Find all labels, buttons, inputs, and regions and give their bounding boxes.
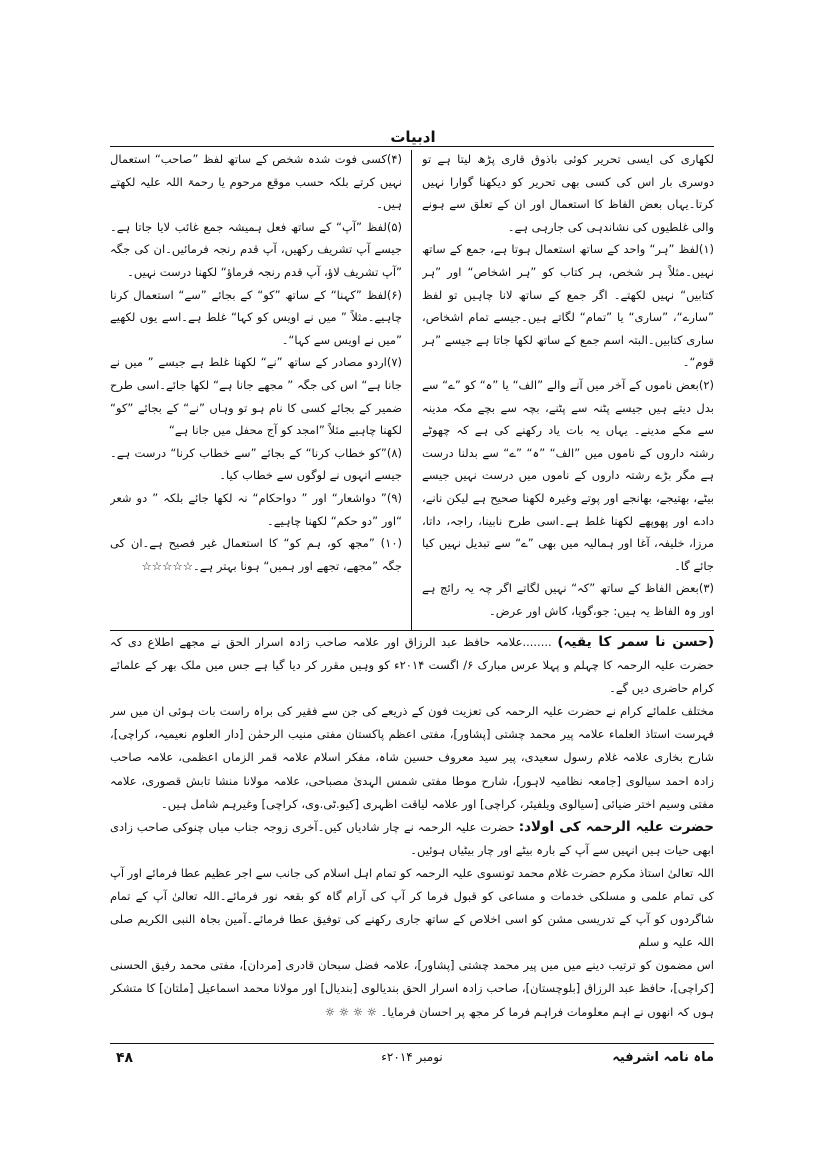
paragraph: مختلف علمائے کرام نے حضرت علیہ الرحمہ کی تعزیت فون کے ذریعے کی جن سے فقیر کی براہ راست بات ہوئی ان میں سر فہرست استاذ العلماء علامہ پیر محمد چشتی [پشاور]، مفتی اعظم پاکستان مفتی منیب الرحمٰن [دار العلوم نعیمیہ، کراچی]، شارح بخاری علامہ غلام رسول سعیدی، پیر سید معروف حسین شاہ، مفکر اسلام علامہ قمر الزماں اعظمی، علامہ صاحب زادہ احمد سیالوی [جامعہ نظامیہ لاہور]، شارح موطا مفتی شمس الہدیٰ مصباحی، علامہ مولانا منشا تابش قصوری، علامہ مفتی وسیم اختر ضیائی [سیالوی ویلفیئر، کراچی] اور علامہ لیاقت اظہری [کیو.ٹی.وی، کراچی] وغیرہم شامل ہیں۔	[110, 704, 714, 811]
page-title: ادبیات	[390, 128, 436, 146]
paragraph: (۱۰) ”مجھ کو، ہم کو“ کا استعمال غیر فصیح ہے۔ان کی جگہ ”مجھے، تجھے اور ہمیں“ ہونا بہتر ہے۔☆☆☆☆☆	[110, 536, 402, 573]
column-divider	[411, 150, 412, 630]
header-rule	[110, 146, 714, 147]
section-heading: (حسن نا سمر کا یقیہ)	[557, 634, 714, 650]
two-column-body	[110, 148, 714, 630]
paragraph: اللہ تعالیٰ استاذ مکرم حضرت غلام محمد تونسوی علیہ الرحمہ کو تمام اہل اسلام کی جانب سے اجر عظیم عطا فرمائے اور آپ کی تمام علمی و مسلکی خدمات و مساعی کو قبول فرما کر آپ کی آرام گاہ کو بقعہ نور فرمائے۔اللہ تعالیٰ آپ کے تمام شاگردوں کو آپ کے تدریسی مشن کو اسی اخلاص کے ساتھ جاری رکھنے کی توفیق عطا فرمائے۔آمین بجاہ النبی الکریم صلی اللہ علیہ و سلم	[110, 865, 714, 950]
paragraph: (۳)بعض الفاظ کے ساتھ ”کہ“ نہیں لگاتے اگر چہ یہ رائج ہے اور وہ الفاظ یہ ہیں: جو،گویا، کاش اور عرض۔	[422, 581, 714, 618]
paragraph: (۶)لفظ ”کہنا“ کے ساتھ ”کو“ کے بجائے ”سے“ استعمال کرنا چاہیے۔مثلاً ” میں نے اویس کو کہا“ غلط ہے۔اسے یوں لکھیے ”میں نے اویس سے کہا“۔	[110, 287, 402, 347]
paragraph-text: حضرت علیہ الرحمہ نے چار شادیاں کیں۔آخری زوجہ جناب میاں چنوکی صاحب زادی ابھی حیات ہیں انہیں سے آپ کے بارہ بیٹے اور چار بیٹیاں ہوئیں۔	[110, 819, 714, 857]
paragraph: (۲)بعض ناموں کے آخر میں آنے والے ”الف“ یا ”ہ“ کو ”ے“ سے بدل دیتے ہیں جیسے پٹنہ سے پٹنے، بچہ سے بچے مکہ مدینہ سے مکے مدینے۔ یہاں یہ بات یاد رکھنے کی ہے کہ چھوٹے رشتہ داروں کے ناموں میں ”الف“ ”ہ“ ”ے“ سے بدلنا درست ہے مگر بڑے رشتہ داروں کے ناموں میں درست نہیں جیسے بیٹے، بھتیجے، بھانجے اور پوتے وغیرہ لکھنا صحیح ہے لیکن نانے، دادے اور پھوپھے لکھنا غلط ہے۔اسی طرح نابینا، راجہ، داتا، مرزا، خلیفہ، آغا اور ہمالیہ میں بھی ”ے“ سے تبدیل نہیں کیا جائے گا۔	[422, 377, 714, 573]
footer-rule	[110, 1043, 714, 1044]
paragraph: (۸)”کو خطاب کرنا“ کے بجائے ”سے خطاب کرنا“ درست ہے۔جیسے انہوں نے لوگوں سے خطاب کیا۔	[110, 445, 402, 483]
paragraph: (۴)کسی فوت شدہ شخص کے ساتھ لفظ ”صاحب“ استعمال نہیں کرتے بلکہ حسب موقع مرحوم یا رحمۃ اللہ علیہ لکھتے ہیں۔	[110, 152, 402, 212]
continuation-section	[110, 631, 714, 1039]
paragraph: لکھاری کی ایسی تحریر کوئی باذوق قاری پڑھ لیتا ہے تو دوسری بار اس کی کسی بھی تحریر کو دیکھنا گوارا نہیں کرتا۔یہاں بعض الفاظ کا استعمال اور ان کے تعلق سے ہونے والی غلطیوں کی نشاندہی کی جارہی ہے۔	[422, 152, 714, 234]
left-column	[110, 148, 402, 630]
section-heading: حضرت علیہ الرحمہ کی اولاد:	[518, 818, 714, 835]
paragraph: اس مضمون کو ترتیب دینے میں میں پیر محمد چشتی [پشاور]، علامہ فضل سبحان قادری [مردان]، مفتی محمد رفیق الحسنی [کراچی]، حافظ عبد الرزاق [بلوچستان]، صاحب زادہ اسرار الحق بندیالوی [بندیال] اور مولانا محمد اسماعیل [ملتان] کا متشکر ہوں کہ انھوں نے اہم معلومات فراہم فرما کر مجھ پر احسان فرمایا۔ ☼ ☼ ☼ ☼	[110, 958, 714, 1019]
paragraph: (۱)لفظ ”ہر“ واحد کے ساتھ استعمال ہوتا ہے، جمع کے ساتھ نہیں۔مثلاً ہر شخص، ہر کتاب کو ”ہر اشخاص“ اور ”ہر کتابیں“ نہیں لکھتے۔ اگر جمع کے ساتھ لانا چاہیں تو لفظ ”سارے“، ”ساری“ یا ”تمام“ لگاتے ہیں۔جیسے تمام اشخاص، ساری کتابیں۔البتہ اسم جمع کے ساتھ لکھا جاتا ہے جیسے ”ہر قوم“۔	[422, 242, 714, 370]
paragraph: (۵)لفظ ”آپ“ کے ساتھ فعل ہمیشہ جمع غائب لایا جاتا ہے۔جیسے آپ تشریف رکھیں، آپ قدم رنجہ فرمائیں۔ان کی جگہ ”آپ تشریف لاؤ، آپ قدم رنجہ فرماؤ“ لکھنا درست نہیں۔	[110, 219, 402, 279]
paragraph: (۹)” دواشعار“ اور ” دواحکام“ نہ لکھا جائے بلکہ ” دو شعر “اور ”دو حکم“ لکھنا چاہیے۔	[110, 490, 402, 528]
paragraph	[110, 631, 714, 700]
paragraph	[110, 816, 714, 862]
issue-date: نومبر ۲۰۱۴ء	[381, 1050, 443, 1064]
right-column	[422, 148, 714, 630]
page-number: ۴۸	[116, 1050, 134, 1066]
page-footer	[110, 1050, 714, 1072]
paragraph-text: ........علامہ حافظ عبد الرزاق اور علامہ صاحب زادہ اسرار الحق نے مجھے اطلاع دی کہ حضرت علیہ الرحمہ کا چہلم و پہلا عرس مبارک ۶/ اگست ۲۰۱۴ء کو وہیں مقرر کر دیا گیا ہے جس میں ملک بھر کے علمائے کرام حاضری دیں گے۔	[110, 635, 714, 696]
publication-name: ماہ نامہ اشرفیہ	[612, 1050, 714, 1065]
paragraph: (۷)اردو مصادر کے ساتھ ”نے“ لکھنا غلط ہے جیسے ” میں نے جانا ہے“ اس کی جگہ ” مجھے جانا ہے“ لکھا جائے۔اسی طرح ضمیر کے بجائے کسی کا نام ہو تو وہاں ”نے“ کے بجائے ”کو“ لکھنا چاہیے مثلاً ”امجد کو آج محفل میں جانا ہے“	[110, 355, 402, 438]
